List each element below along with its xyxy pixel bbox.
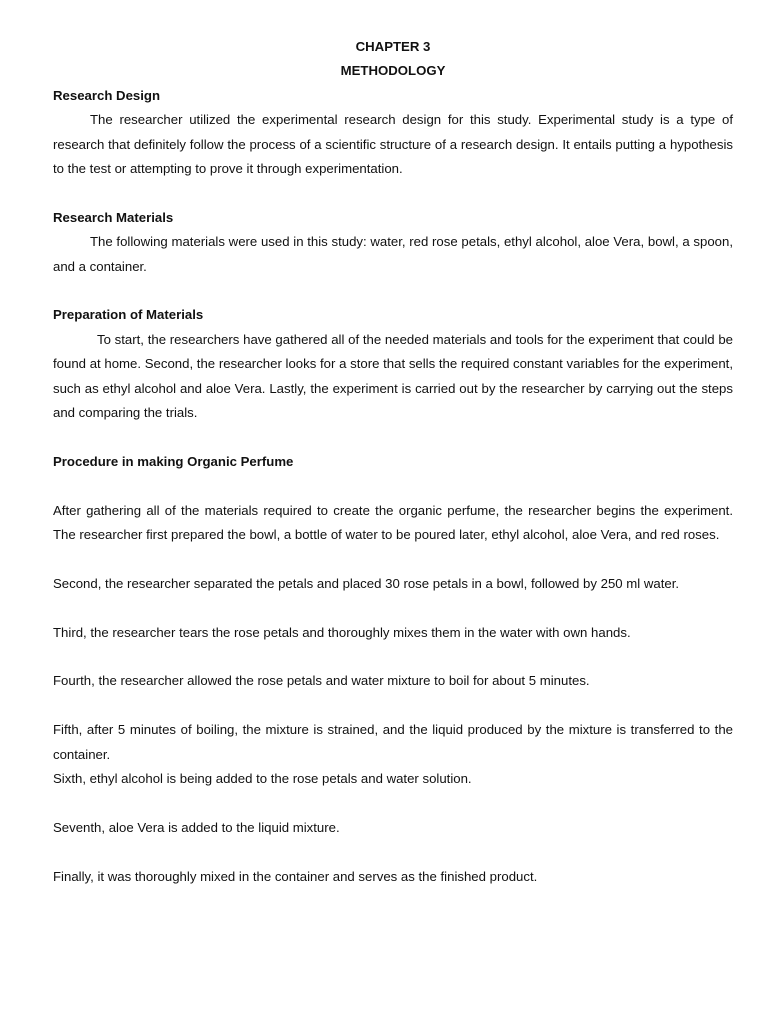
heading-procedure: Procedure in making Organic Perfume <box>53 453 294 469</box>
spacer <box>53 181 733 205</box>
paragraph-procedure-intro: After gathering all of the materials required to create the organic perfume, the researcher begins the experiment. The researcher first prepared the bowl, a bottle of water to be poured later, ethyl alcohol, aloe Vera, and red roses. <box>53 502 733 543</box>
paragraph-procedure-step-4: Fourth, the researcher allowed the rose petals and water mixture to boil for about 5 minutes. <box>53 673 590 689</box>
spacer <box>53 791 733 815</box>
heading-preparation-of-materials: Preparation of Materials <box>53 307 204 323</box>
spacer <box>53 547 733 571</box>
spacer <box>53 596 733 620</box>
paragraph-procedure-step-5: Fifth, after 5 minutes of boiling, the mixture is strained, and the liquid produced by the mixture is transferred to the container. <box>53 722 733 762</box>
paragraph-research-materials: The following materials were used in this study: water, red rose petals, ethyl alcohol, aloe Vera, bowl, a spoon, and a container. <box>53 234 733 274</box>
chapter-number: CHAPTER 3 <box>355 39 431 54</box>
paragraph-procedure-step-8: Finally, it was thoroughly mixed in the container and serves as the finished product. <box>53 868 538 884</box>
paragraph-procedure-step-7: Seventh, aloe Vera is added to the liquid mixture. <box>53 819 340 835</box>
spacer <box>53 474 733 498</box>
paragraph-research-design: The researcher utilized the experimental research design for this study. Experimental study is a type of research that definitely follow the process of a scientific structure of a research design. It entails putting a hypothesis to the test or attempting to prove it through experimentation. <box>53 112 733 177</box>
spacer <box>53 694 733 718</box>
spacer <box>53 645 733 669</box>
paragraph-procedure-step-3: Third, the researcher tears the rose petals and thoroughly mixes them in the water with own hands. <box>53 624 631 640</box>
heading-research-materials: Research Materials <box>53 209 174 225</box>
heading-research-design: Research Design <box>53 87 161 103</box>
paragraph-procedure-step-6: Sixth, ethyl alcohol is being added to the rose petals and water solution. <box>53 771 472 787</box>
document-content <box>53 35 733 889</box>
chapter-title: METHODOLOGY <box>340 63 446 79</box>
spacer <box>53 279 733 303</box>
paragraph-preparation-of-materials: To start, the researchers have gathered all of the needed materials and tools for the experiment that could be found at home. Second, the researcher looks for a store that sells the required constant variables for the experiment, such as ethyl alcohol and aloe Vera. Lastly, the experiment is carried out by the researcher by carrying out the steps and comparing the trials. <box>53 331 733 421</box>
spacer <box>53 840 733 864</box>
spacer <box>53 425 733 449</box>
paragraph-procedure-step-2: Second, the researcher separated the petals and placed 30 rose petals in a bowl, followed by 250 ml water. <box>53 575 680 591</box>
